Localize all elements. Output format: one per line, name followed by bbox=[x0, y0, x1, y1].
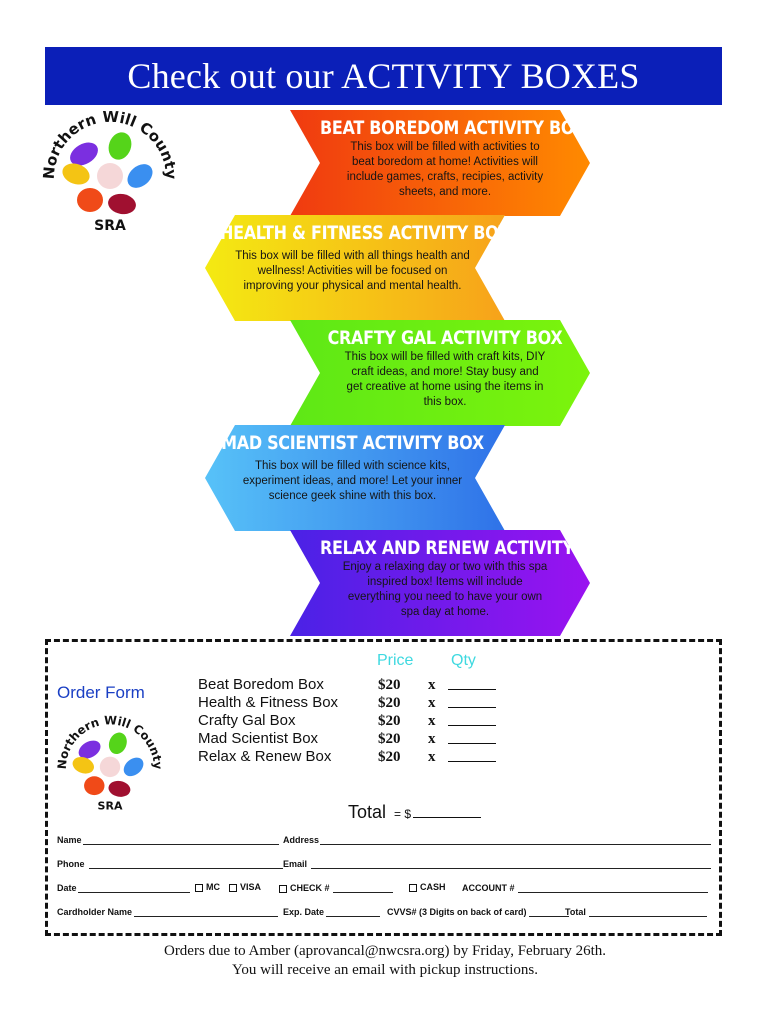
date-payment-row bbox=[57, 882, 712, 896]
times-sign: x bbox=[428, 695, 436, 711]
order-item-row bbox=[198, 730, 508, 748]
checkbox-icon[interactable] bbox=[229, 884, 237, 892]
item-name: Relax & Renew Box bbox=[198, 748, 332, 765]
pickup-instructions-note: You will receive an email with pickup instructions. bbox=[232, 962, 538, 978]
price-column-header: Price bbox=[377, 652, 414, 669]
phone-email-row bbox=[57, 858, 712, 872]
qty-blank-line[interactable] bbox=[448, 707, 496, 708]
crafty-gal-box-card bbox=[290, 320, 590, 426]
order-item-row bbox=[198, 676, 508, 694]
qty-blank-line[interactable] bbox=[448, 689, 496, 690]
checkbox-icon[interactable] bbox=[195, 884, 203, 892]
cardholder-name-field[interactable]: Cardholder Name bbox=[57, 906, 278, 917]
hands-circle-logo-icon bbox=[55, 712, 165, 817]
box-description: This box will be filled with craft kits, DIY craft ideas, and more! Stay busy and get creative at home using the items in this box. bbox=[344, 351, 546, 408]
total-label: Total bbox=[348, 802, 387, 822]
name-field[interactable]: Name bbox=[57, 834, 279, 845]
order-items-list bbox=[198, 676, 508, 766]
item-name: Crafty Gal Box bbox=[198, 712, 296, 729]
phone-field[interactable]: Phone bbox=[57, 858, 283, 869]
checkbox-icon[interactable] bbox=[279, 885, 287, 893]
beat-boredom-box-card bbox=[290, 110, 590, 216]
email-field[interactable]: Email bbox=[283, 858, 711, 869]
svg-text:Northern Will County: Northern Will County bbox=[40, 108, 180, 180]
box-description: This box will be filled with science kits, experiment ideas, and more! Let your inner science geek shine with this box. bbox=[242, 460, 463, 502]
box-description: This box will be filled with activities to beat boredom at home! Activities will include games, crafts, recipies, activity sheets, and more. bbox=[346, 141, 544, 198]
mad-scientist-box-card bbox=[205, 425, 505, 531]
box-description: Enjoy a relaxing day or two with this spa inspired box! Items will include everything you need to have your own spa day at home. bbox=[342, 561, 548, 618]
item-price: $20 bbox=[378, 749, 401, 765]
item-price: $20 bbox=[378, 695, 401, 711]
nwc-sra-logo bbox=[40, 108, 180, 238]
order-item-row bbox=[198, 748, 508, 766]
health-fitness-box-card bbox=[205, 215, 510, 321]
box-title: CRAFTY GAL ACTIVITY BOX bbox=[327, 326, 563, 349]
address-field[interactable]: Address bbox=[283, 834, 711, 845]
order-item-row bbox=[198, 712, 508, 730]
item-price: $20 bbox=[378, 713, 401, 729]
hands-circle-logo-icon bbox=[40, 108, 180, 238]
item-name: Beat Boredom Box bbox=[198, 676, 324, 693]
order-total bbox=[348, 802, 481, 823]
item-price: $20 bbox=[378, 677, 401, 693]
box-title: BEAT BOREDOM ACTIVITY BOX bbox=[320, 116, 586, 139]
checkbox-icon[interactable] bbox=[409, 884, 417, 892]
qty-blank-line[interactable] bbox=[448, 761, 496, 762]
card-total-field[interactable]: Total bbox=[565, 906, 707, 917]
qty-blank-line[interactable] bbox=[448, 725, 496, 726]
page-title-banner: Check out our ACTIVITY BOXES bbox=[45, 47, 722, 105]
card-details-row bbox=[57, 906, 712, 920]
svg-text:Northern Will County: Northern Will County bbox=[55, 713, 165, 770]
box-title: MAD SCIENTIST ACTIVITY BOX bbox=[221, 431, 484, 454]
item-name: Health & Fitness Box bbox=[198, 694, 339, 711]
relax-renew-box-card bbox=[290, 530, 616, 636]
cvvs-field[interactable]: CVVS# (3 Digits on back of card) bbox=[387, 906, 569, 917]
check-checkbox[interactable]: CHECK # bbox=[279, 882, 393, 893]
account-field[interactable]: ACCOUNT # bbox=[462, 882, 708, 893]
item-name: Mad Scientist Box bbox=[198, 730, 319, 747]
nwc-sra-logo-small bbox=[55, 712, 165, 817]
order-item-row bbox=[198, 694, 508, 712]
order-deadline-note: Orders due to Amber (aprovancal@nwcsra.org) by Friday, February 26th. bbox=[163, 943, 607, 959]
visa-checkbox[interactable]: VISA bbox=[229, 882, 261, 892]
times-sign: x bbox=[428, 731, 436, 747]
box-title: HEALTH & FITNESS ACTIVITY BOX bbox=[220, 221, 510, 244]
mc-checkbox[interactable]: MC bbox=[195, 882, 220, 892]
qty-blank-line[interactable] bbox=[448, 743, 496, 744]
qty-column-header: Qty bbox=[451, 652, 476, 669]
date-field[interactable]: Date bbox=[57, 882, 190, 893]
times-sign: x bbox=[428, 677, 436, 693]
box-description: This box will be filled with all things health and wellness! Activities will be focused on improving your physical and mental health. bbox=[235, 250, 470, 292]
name-address-row bbox=[57, 834, 712, 848]
box-title: RELAX AND RENEW ACTIVITY BOX bbox=[320, 536, 616, 559]
total-equals: = $ bbox=[394, 807, 412, 821]
svg-text:SRA: SRA bbox=[97, 799, 123, 813]
times-sign: x bbox=[428, 713, 436, 729]
times-sign: x bbox=[428, 749, 436, 765]
total-blank-line[interactable] bbox=[413, 817, 481, 818]
order-form-title: Order Form bbox=[57, 683, 145, 702]
cash-checkbox[interactable]: CASH bbox=[409, 882, 446, 892]
item-price: $20 bbox=[378, 731, 401, 747]
exp-date-field[interactable]: Exp. Date bbox=[283, 906, 380, 917]
svg-text:SRA: SRA bbox=[94, 218, 126, 234]
